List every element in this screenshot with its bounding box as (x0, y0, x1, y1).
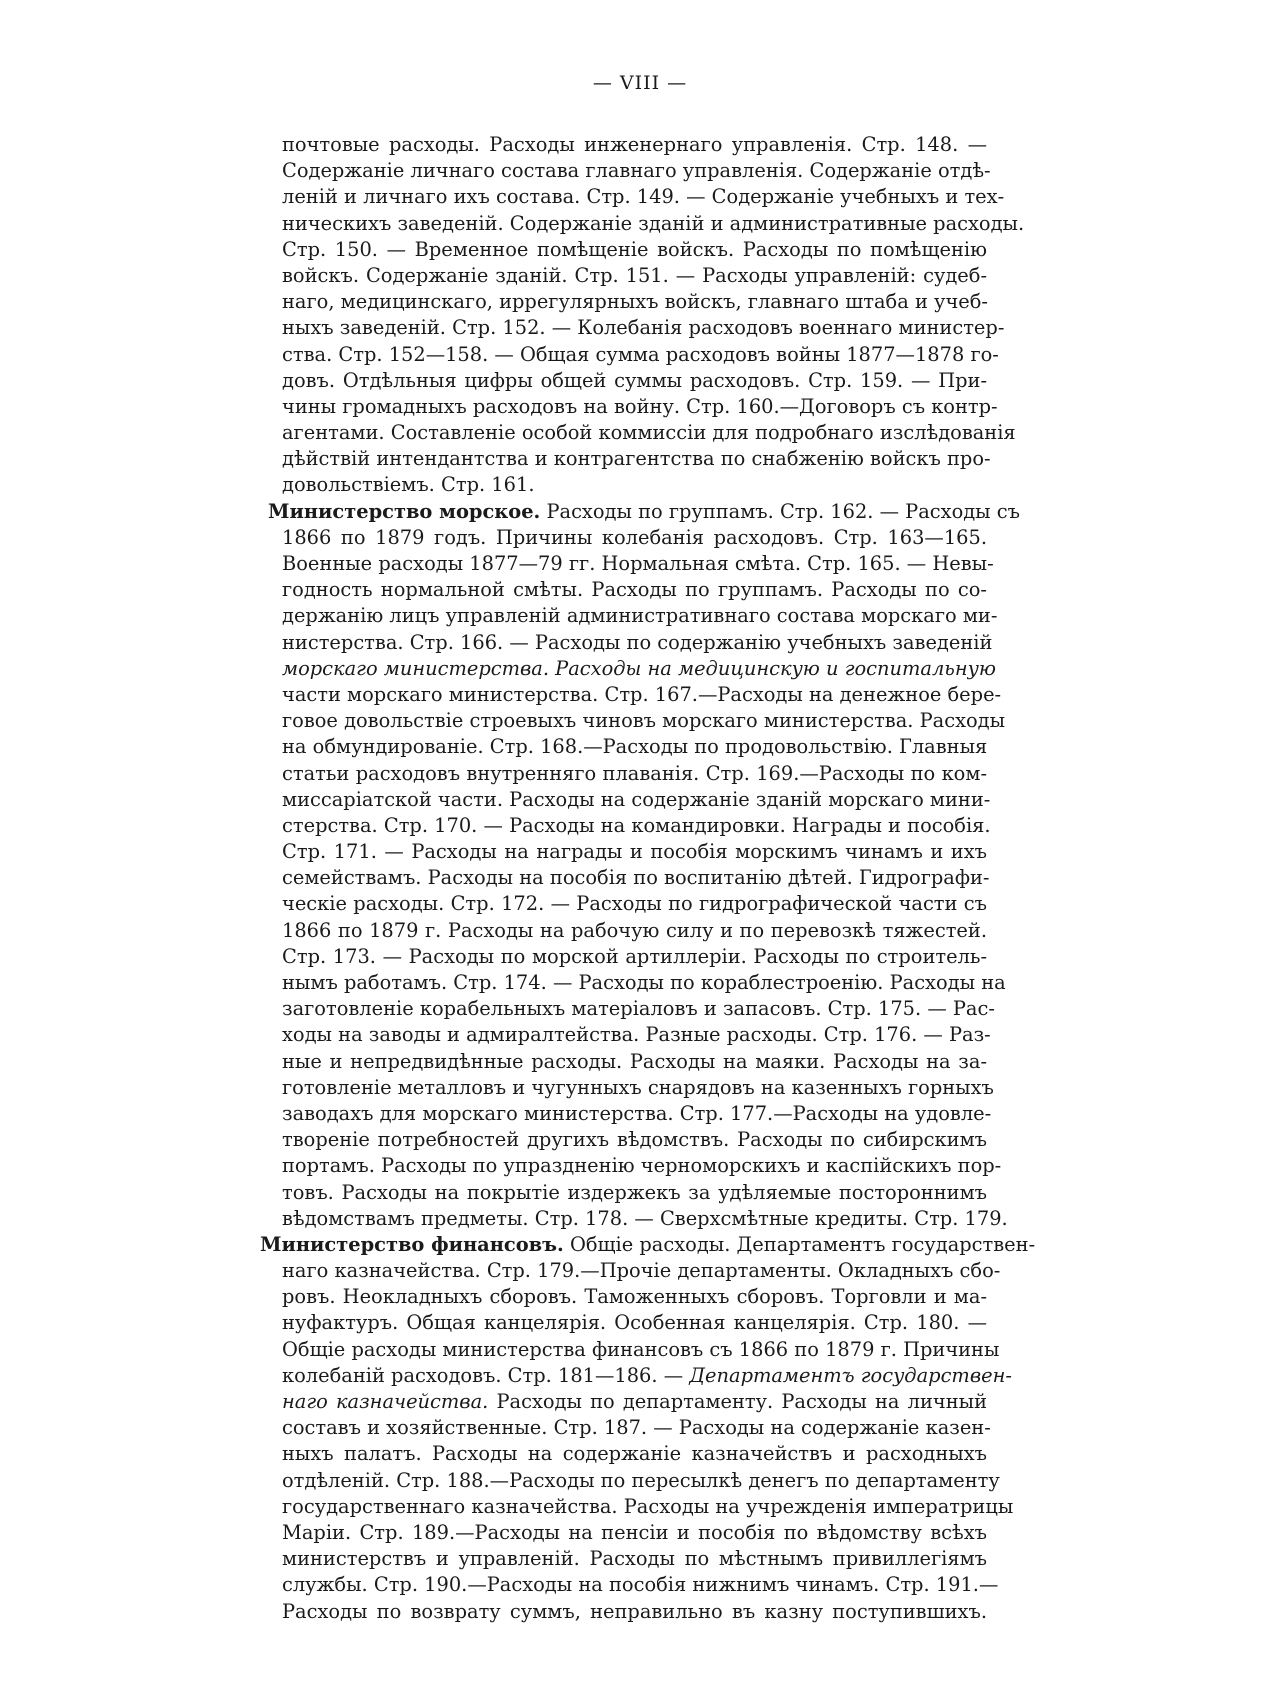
text-line: готовленіе металловъ и чугунныхъ снарядовъ на казенныхъ горныхъ (282, 1075, 994, 1099)
text-line: министерствъ и управленій. Расходы по мѣстнымъ привиллегіямъ (282, 1547, 987, 1571)
text-line: говое довольствіе строевыхъ чиновъ морскаго министерства. Расходы (282, 709, 1006, 733)
text-line: вѣдомствамъ предметы. Стр. 178. — Сверхсмѣтные кредиты. Стр. 179. (282, 1206, 1008, 1230)
text-line (282, 1389, 987, 1415)
text-line: 1866 по 1879 г. Расходы на рабочую силу и по перевозкѣ тяжестей. (282, 918, 987, 942)
paragraph-war-ministry-continued (282, 132, 1025, 499)
text-line: портамъ. Расходы по упраздненію черноморскихъ и каспійскихъ пор- (282, 1154, 1002, 1178)
text-line: держанію лицъ управленій административнаго состава морскаго ми- (282, 604, 998, 628)
text-line: нымъ работамъ. Стр. 174. — Расходы по кораблестроенію. Расходы на (282, 971, 1006, 994)
text-line: годность нормальной смѣты. Расходы по группамъ. Расходы по со- (282, 578, 987, 602)
text-line (268, 499, 1020, 525)
text-line: ходы на заводы и адмиралтейства. Разные расходы. Стр. 176. — Раз- (282, 1023, 991, 1047)
text-line: семействамъ. Расходы на пособія по воспитанію дѣтей. Гидрографи- (282, 866, 990, 890)
text-line: Содержаніе личнаго состава главнаго управленія. Содержаніе отдѣ- (282, 159, 991, 183)
text-line: нуфактуръ. Общая канцелярія. Особенная канцелярія. Стр. 180. — (282, 1311, 987, 1335)
text-line: ровъ. Неокладныхъ сборовъ. Таможенныхъ сборовъ. Торговли и ма- (282, 1285, 987, 1309)
text-line: 1866 по 1879 годъ. Причины колебанія расходовъ. Стр. 163—165. (282, 525, 987, 549)
text-line: леній и личнаго ихъ состава. Стр. 149. — Содержаніе учебныхъ и тех- (282, 185, 1005, 209)
text-line: отдѣленій. Стр. 188.—Расходы по пересылкѣ денегъ по департаменту (282, 1468, 1000, 1492)
text-line: войскъ. Содержаніе зданій. Стр. 151. — Расходы управленій: судеб- (282, 263, 987, 287)
text-run: Расходы по департаменту. Расходы на личный (488, 1390, 987, 1413)
text-line: Стр. 171. — Расходы на награды и пособія морскимъ чинамъ и ихъ (282, 840, 987, 864)
text-line: Военные расходы 1877—79 гг. Нормальная смѣта. Стр. 165. — Невы- (282, 552, 994, 575)
text-line: статьи расходовъ внутренняго плаванія. Стр. 169.—Расходы по ком- (282, 761, 987, 785)
text-line: заводахъ для морскаго министерства. Стр. 177.—Расходы на удовле- (282, 1101, 992, 1125)
page-number: — VIII — (592, 72, 688, 94)
text-line: агентами. Составленіе особой коммиссіи для подробнаго изслѣдованія (282, 421, 1016, 445)
text-line (260, 1232, 1036, 1258)
text-line: нистерства. Стр. 166. — Расходы по содержанію учебныхъ заведеній (282, 630, 993, 654)
text-line: Расходы по возврату суммъ, неправильно въ казну поступившихъ. (282, 1599, 987, 1623)
text-run-italic: наго казначейства. (282, 1390, 489, 1413)
text-line: государственнаго казначейства. Расходы на учрежденія императрицы (282, 1494, 1014, 1518)
text-run: Расходы по группамъ. Стр. 162. — Расходы съ (540, 499, 1020, 523)
text-line: почтовые расходы. Расходы инженернаго управленія. Стр. 148. — (282, 133, 987, 156)
text-line: Стр. 173. — Расходы по морской артиллеріи. Расходы по строитель- (282, 944, 987, 968)
text-line: чины громадныхъ расходовъ на войну. Стр. 160.—Договоръ съ контр- (282, 394, 998, 418)
section-heading: Министерство финансовъ. (260, 1232, 564, 1256)
text-line: наго казначейства. Стр. 179.—Прочіе департаменты. Окладныхъ сбо- (282, 1259, 1001, 1283)
text-line: товъ. Расходы на покрытіе издержекъ за удѣляемые постороннимъ (282, 1180, 987, 1204)
text-line: дѣйствій интендантства и контрагентства по снабженію войскъ про- (282, 447, 991, 471)
text-line-italic: морскаго министерства. Расходы на медицинскую и госпитальную (282, 656, 996, 680)
paragraph-finance-ministry (260, 1232, 1036, 1625)
text-line: ныхъ палатъ. Расходы на содержаніе казначействъ и расходныхъ (282, 1442, 987, 1466)
text-line: ческіе расходы. Стр. 172. — Расходы по гидрографической части съ (282, 892, 987, 916)
text-line: части морскаго министерства. Стр. 167.—Расходы на денежное бере- (282, 682, 1002, 706)
text-line: наго, медицинскаго, иррегулярныхъ войскъ, главнаго штаба и учеб- (282, 290, 988, 314)
text-line: стерства. Стр. 170. — Расходы на командировки. Награды и пособія. (282, 813, 991, 837)
table-of-contents-text (260, 132, 1036, 1625)
text-line: довольствіемъ. Стр. 161. (282, 473, 535, 497)
text-line: довъ. Отдѣльныя цифры общей суммы расходовъ. Стр. 159. — При- (282, 368, 987, 392)
paragraph-naval-ministry (268, 499, 1020, 1232)
text-line: ные и непредвидѣнные расходы. Расходы на маяки. Расходы на за- (282, 1049, 987, 1073)
section-heading: Министерство морское. (268, 499, 541, 523)
text-line: Общіе расходы министерства финансовъ съ 1866 по 1879 г. Причины (282, 1337, 1000, 1361)
text-run: колебаній расходовъ. Стр. 181—186. — (282, 1363, 690, 1387)
text-line: миссаріатской части. Расходы на содержаніе зданій морскаго мини- (282, 787, 991, 811)
text-line: ныхъ заведеній. Стр. 152. — Колебанія расходовъ военнаго министер- (282, 316, 1005, 340)
text-line: ническихъ заведеній. Содержаніе зданій и административные расходы. (282, 211, 1025, 235)
text-run: Общіе расходы. Департаментъ государствен- (563, 1232, 1036, 1256)
text-line: твореніе потребностей другихъ вѣдомствъ. Расходы по сибирскимъ (282, 1128, 987, 1152)
text-line (282, 1363, 1012, 1389)
text-run-italic: Департаментъ государствен- (689, 1363, 1012, 1387)
text-line: Маріи. Стр. 189.—Расходы на пенсіи и пособія по вѣдомству всѣхъ (282, 1520, 987, 1544)
text-line: Стр. 150. — Временное помѣщеніе войскъ. Расходы по помѣщенію (282, 237, 987, 261)
text-line: заготовленіе корабельныхъ матеріаловъ и запасовъ. Стр. 175. — Рас- (282, 997, 995, 1021)
text-line: службы. Стр. 190.—Расходы на пособія нижнимъ чинамъ. Стр. 191.— (282, 1573, 999, 1597)
text-line: ства. Стр. 152—158. — Общая сумма расходовъ войны 1877—1878 го- (282, 342, 999, 366)
text-line: составъ и хозяйственные. Стр. 187. — Расходы на содержаніе казен- (282, 1416, 991, 1440)
text-line: на обмундированіе. Стр. 168.—Расходы по продовольствію. Главныя (282, 735, 988, 759)
